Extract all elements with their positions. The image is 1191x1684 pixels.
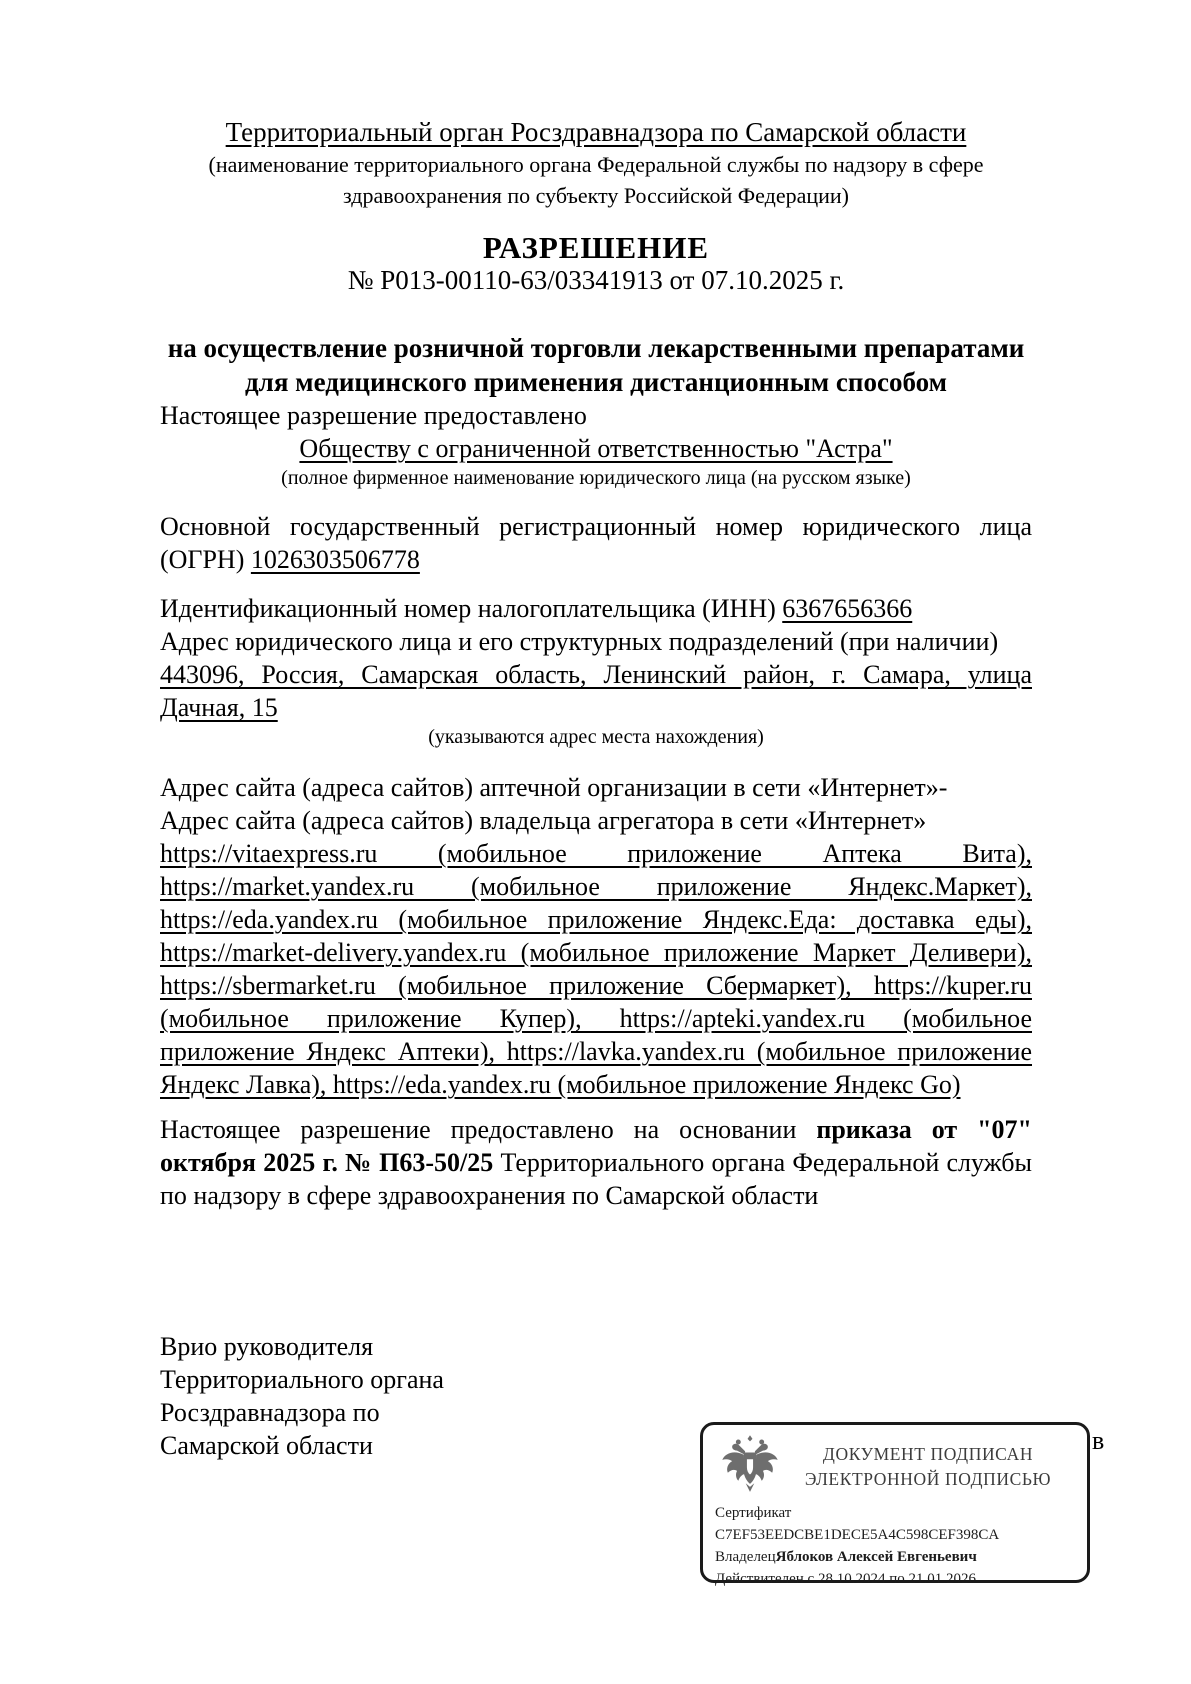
ogrn-label: Основной государственный регистрационный номер юридического лица (ОГРН) bbox=[160, 512, 1032, 574]
inn-label: Идентификационный номер налогоплательщика (ИНН) bbox=[160, 594, 783, 623]
basis-order-reference: приказа от "07" октября 2025 г. № П63-50/25 bbox=[160, 1115, 1032, 1177]
stamp-details bbox=[715, 1502, 1075, 1590]
signatory-line: Врио руководителя bbox=[160, 1332, 374, 1361]
address-value: 443096, Россия, Самарская область, Ленинский район, г. Самара, улица Дачная, 15 bbox=[160, 660, 1032, 722]
stamp-validity-line: Действителен с 28.10.2024 по 21.01.2026 bbox=[715, 1571, 976, 1587]
basis-suffix: Территориального органа Федеральной службы по надзору в сфере здравоохранения по Самарской области bbox=[160, 1148, 1032, 1210]
basis-prefix: Настоящее разрешение предоставлено на основании bbox=[160, 1115, 817, 1144]
grantee-name-text: Обществу с ограниченной ответственностью "Астра" bbox=[299, 434, 893, 463]
address-label: Адрес юридического лица и его структурных подразделений (при наличии) bbox=[160, 627, 999, 656]
basis-paragraph bbox=[160, 1113, 1032, 1212]
website-label-aggregator: Адрес сайта (адреса сайтов) владельца агрегатора в сети «Интернет» bbox=[160, 806, 927, 835]
signatory-name-fragment: в bbox=[1092, 1426, 1105, 1455]
ogrn-paragraph bbox=[160, 510, 1032, 576]
stamp-title bbox=[781, 1434, 1075, 1491]
document-number-line: № Р013-00110-63/03341913 от 07.10.2025 г. bbox=[347, 265, 845, 295]
issuing-authority-name: Территориальный орган Росздравнадзора по Самарской области bbox=[225, 117, 967, 147]
address-value-line bbox=[160, 658, 1032, 724]
inn-line bbox=[160, 592, 1032, 625]
address-note: (указываются адрес места нахождения) bbox=[428, 726, 764, 748]
digital-signature-stamp bbox=[700, 1422, 1090, 1587]
website-labels bbox=[160, 771, 1032, 837]
stamp-owner-label: Владелец bbox=[715, 1549, 776, 1565]
document-type-heading: РАЗРЕШЕНИЕ bbox=[482, 230, 710, 265]
stamp-owner-name: Яблоков Алексей Евгеньевич bbox=[775, 1549, 977, 1565]
signatory-line: Росздравнадзора по bbox=[160, 1398, 380, 1427]
grantee-name bbox=[160, 432, 1032, 465]
granted-to-label: Настоящее разрешение предоставлено bbox=[160, 401, 587, 430]
stamp-certificate-line bbox=[715, 1502, 1075, 1546]
inn-value: 6367656366 bbox=[782, 594, 913, 623]
signatory-line: Самарской области bbox=[160, 1431, 373, 1460]
ogrn-value: 1026303506778 bbox=[250, 545, 420, 574]
stamp-title-line2: ЭЛЕКТРОННОЙ ПОДПИСЬЮ bbox=[804, 1468, 1052, 1489]
stamp-owner-line bbox=[715, 1546, 1075, 1568]
signatory-line: Территориального органа bbox=[160, 1365, 444, 1394]
stamp-title-line1: ДОКУМЕНТ ПОДПИСАН bbox=[822, 1444, 1034, 1464]
website-list bbox=[160, 837, 1032, 1101]
stamp-header bbox=[715, 1434, 1075, 1498]
document-content bbox=[160, 0, 1032, 1462]
stamp-certificate-label: Сертификат bbox=[715, 1505, 792, 1521]
issuing-authority-note: (наименование территориального органа Федеральной службы по надзору в сфере здравоохранения по субъекту Российской Федерации) bbox=[208, 152, 984, 208]
russian-coat-of-arms-icon bbox=[719, 1434, 781, 1498]
permit-subject: на осуществление розничной торговли лекарственными препаратами для медицинского применения дистанционным способом bbox=[167, 333, 1025, 397]
stamp-certificate-value: C7EF53EEDCBE1DECE5A4C598CEF398CA bbox=[715, 1527, 1000, 1543]
inn-address-block bbox=[160, 592, 1032, 724]
issuing-authority-title bbox=[160, 115, 1032, 149]
website-label-pharmacy: Адрес сайта (адреса сайтов) аптечной организации в сети «Интернет»- bbox=[160, 773, 948, 802]
website-list-text: https://vitaexpress.ru (мобильное приложение Аптека Вита), https://market.yandex.ru (мобильное приложение Яндекс.Маркет), https://eda.yandex.ru (мобильное приложение Яндекс.Еда: доставка еды), https://market-delivery.yandex.ru (мобильное приложение Маркет Деливери), https://sbermarket.ru (мобильное приложение Сбермаркет), https://kuper.ru (мобильное приложение Купер), https://apteki.yandex.ru (мобильное приложение Яндекс Аптеки), https://lavka.yandex.ru (мобильное приложение Яндекс Лавка), https://eda.yandex.ru (мобильное приложение Яндекс Go) bbox=[160, 839, 1032, 1099]
grantee-note: (полное фирменное наименование юридического лица (на русском языке) bbox=[281, 467, 911, 489]
